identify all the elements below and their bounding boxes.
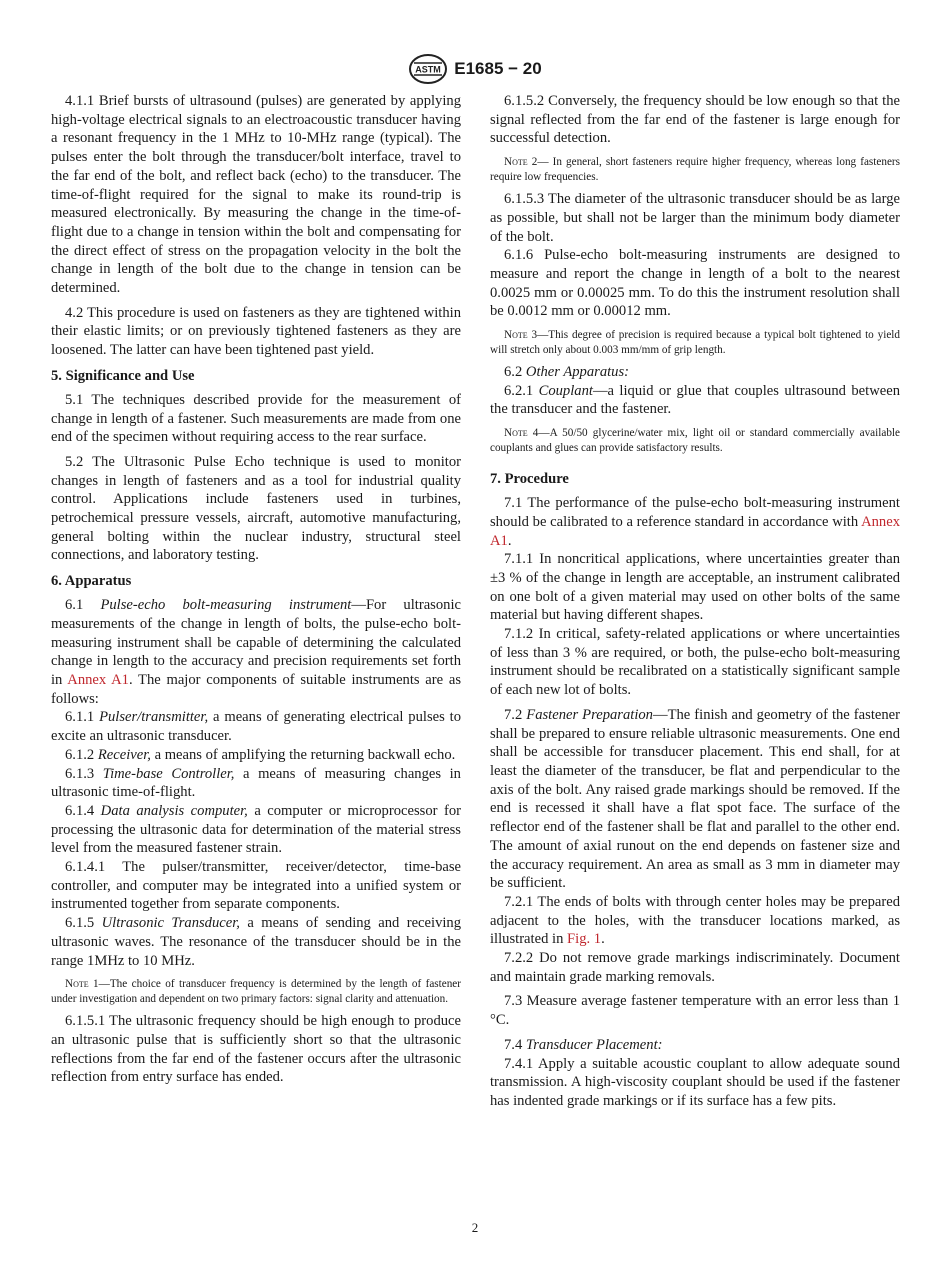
section-heading-7: 7. Procedure bbox=[490, 471, 569, 488]
astm-logo-icon bbox=[408, 53, 448, 85]
paragraph-6-1-2: 6.1.2 Receiver, a means of amplifying the returning backwall echo. bbox=[65, 746, 456, 763]
paragraph-6-1-5-2: 6.1.5.2 Conversely, the frequency should be low enough so that the signal reflected from the far end of the fastener is large enough for successful detection. bbox=[490, 93, 900, 147]
paragraph-7-2: 7.2 Fastener Preparation—The finish and geometry of the fastener shall be prepared to ensure reliable ultrasonic measurements. One end shall be accessible for transducer placement. This end shall, for at least the diameter of the transducer, be flat and perpendicular to the axis of the bolt. Any raised grade markings should be removed. If the end is recessed it shall have a flat spot face. The surface of the reflector end of the fastener shall be flat and parallel to the other end. The amount of axial runout on the end depends on fastener size and the accuracy requirement. An area as small as 3 mm in diameter may be sufficient. bbox=[490, 706, 900, 892]
paragraph-4-1-1: 4.1.1 Brief bursts of ultrasound (pulses) are generated by applying high-voltage electrical signals to an electroacoustic transducer having a resonant frequency in the 1 MHz to 10-MHz range (typical). The pulses enter the bolt through the transducer/bolt interface, travel to the far end of the bolt, and reflect back (echo) to the transducer. The time-of-flight required for the signal to make its round-trip is measured electronically. By measuring the change in the time-of-flight due to a change in tension within the bolt and compensating for the direct effect of stress on the propagation velocity in the bolt the change in length of the bolt due to the change in tension can be determined. bbox=[51, 93, 461, 297]
page-header bbox=[0, 52, 950, 86]
paragraph-7-1-1: 7.1.1 In noncritical applications, where uncertainties greater than ±3 % of the change in length are acceptable, an instrument calibrated on one bolt of a given material may used on other bolts of the same material but having different shapes. bbox=[490, 551, 900, 624]
annex-a1-link[interactable]: Annex A1 bbox=[67, 671, 129, 688]
paragraph-6-1-3: 6.1.3 Time-base Controller, a means of measuring changes in ultrasonic time-of-flight. bbox=[51, 765, 461, 801]
section-heading-6: 6. Apparatus bbox=[51, 573, 132, 590]
document-designation: E1685 − 20 bbox=[454, 59, 542, 78]
note-1: Note 1—The choice of transducer frequency is determined by the length of fastener under investigation and dependent on two primary factors: signal clarity and attenuation. bbox=[51, 978, 461, 1006]
paragraph-4-2: 4.2 This procedure is used on fasteners as they are tightened within their elastic limits; or on previously tightened fasteners as they are loosened. The latter can have been tightened past yield. bbox=[51, 304, 461, 359]
paragraph-6-1-4: 6.1.4 Data analysis computer, a computer or microprocessor for processing the ultrasonic data for determination of the material stress level from the measured fastener strain. bbox=[51, 802, 461, 857]
paragraph-6-2: 6.2 Other Apparatus: bbox=[504, 364, 630, 381]
paragraph-7-2-1: 7.2.1 The ends of bolts with through center holes may be prepared adjacent to the holes, with the transducer locations marked, as illustrated in Fig. 1. bbox=[490, 893, 900, 948]
note-4: Note 4—A 50/50 glycerine/water mix, light oil or standard commercially available couplants and glues can provide satisfactory results. bbox=[490, 427, 900, 455]
left-column bbox=[51, 92, 461, 1087]
paragraph-5-2: 5.2 The Ultrasonic Pulse Echo technique is used to monitor changes in length of fasteners and as a tool for industrial quality control. Applications include fasteners used in turbines, petrochemical pressure vessels, aircraft, automotive manufacturing, general bolting within the nuclear industry, structural steel connections, and laboratory testing. bbox=[51, 453, 461, 564]
paragraph-6-2-1: 6.2.1 Couplant—a liquid or glue that couples ultrasound between the transducer and the fastener. bbox=[490, 382, 900, 418]
paragraph-7-4: 7.4 Transducer Placement: bbox=[504, 1036, 663, 1053]
section-heading-5: 5. Significance and Use bbox=[51, 367, 195, 384]
paragraph-7-1: 7.1 The performance of the pulse-echo bolt-measuring instrument should be calibrated to a reference standard in accordance with Annex A1. bbox=[490, 495, 900, 549]
paragraph-6-1-5-1: 6.1.5.1 The ultrasonic frequency should be high enough to produce an ultrasonic pulse that is sufficiently short so that the ultrasonic reflections from the far end of the fastener occurs after the ultrasonic reflection from entry surface has ended. bbox=[51, 1013, 461, 1086]
paragraph-7-1-2: 7.1.2 In critical, safety-related applications or where uncertainties of less than 3 % are required, or both, the pulse-echo bolt-measuring instrument should be recalibrated on a statistically significant sample of each new lot of bolts. bbox=[490, 626, 900, 699]
paragraph-6-1-5-3: 6.1.5.3 The diameter of the ultrasonic transducer should be as large as possible, but shall not be larger than the minimum body diameter of the bolt. bbox=[490, 191, 900, 245]
paragraph-7-4-1: 7.4.1 Apply a suitable acoustic couplant to allow adequate sound transmission. A high-viscosity couplant should be used if the fastener has indented grade markings or if its surface has a few pits. bbox=[490, 1055, 900, 1109]
note-2: Note 2— In general, short fasteners require higher frequency, whereas long fasteners require low frequencies. bbox=[490, 156, 900, 184]
paragraph-7-2-2: 7.2.2 Do not remove grade markings indiscriminately. Document and maintain grade marking removals. bbox=[490, 950, 900, 985]
paragraph-6-1-4-1: 6.1.4.1 The pulser/transmitter, receiver/detector, time-base controller, and computer may be integrated into a unified system or instrumented together from separate components. bbox=[51, 859, 461, 913]
page-number: 2 bbox=[471, 1220, 479, 1235]
fig-1-link[interactable]: Fig. 1 bbox=[567, 931, 602, 948]
paragraph-6-1: 6.1 Pulse-echo bolt-measuring instrument—For ultrasonic measurements of the change in length of bolts, the pulse-echo bolt-measuring instrument shall be capable of determining the calculated change in length to the accuracy and precision requirements set forth in Annex A1. The major components of suitable instruments are as follows: bbox=[51, 597, 462, 707]
note-3: Note 3—This degree of precision is required because a typical bolt tightened to yield will stretch only about 0.003 mm/mm of grip length. bbox=[490, 329, 900, 357]
right-column bbox=[490, 92, 900, 1111]
paragraph-6-1-1: 6.1.1 Pulser/transmitter, a means of generating electrical pulses to excite an ultrasonic transducer. bbox=[51, 709, 461, 745]
svg-text:ASTM: ASTM bbox=[415, 64, 442, 75]
annex-a1-link[interactable]: Annex A1 bbox=[490, 513, 900, 549]
paragraph-5-1: 5.1 The techniques described provide for the measurement of change in length of a fastener. Such measurements are made from one end of the specimen without requiring access to the rear surface. bbox=[51, 391, 461, 446]
paragraph-6-1-5: 6.1.5 Ultrasonic Transducer, a means of sending and receiving ultrasonic waves. The resonance of the transducer should be in the range 1MHz to 10 MHz. bbox=[51, 915, 462, 969]
paragraph-6-1-6: 6.1.6 Pulse-echo bolt-measuring instruments are designed to measure and report the change in length of a bolt to the nearest 0.0025 mm or 0.00025 mm. To do this the instrument resolution shall be 0.0012 mm or 0.00012 mm. bbox=[490, 247, 900, 320]
paragraph-7-3: 7.3 Measure average fastener temperature with an error less than 1 °C. bbox=[490, 993, 900, 1029]
